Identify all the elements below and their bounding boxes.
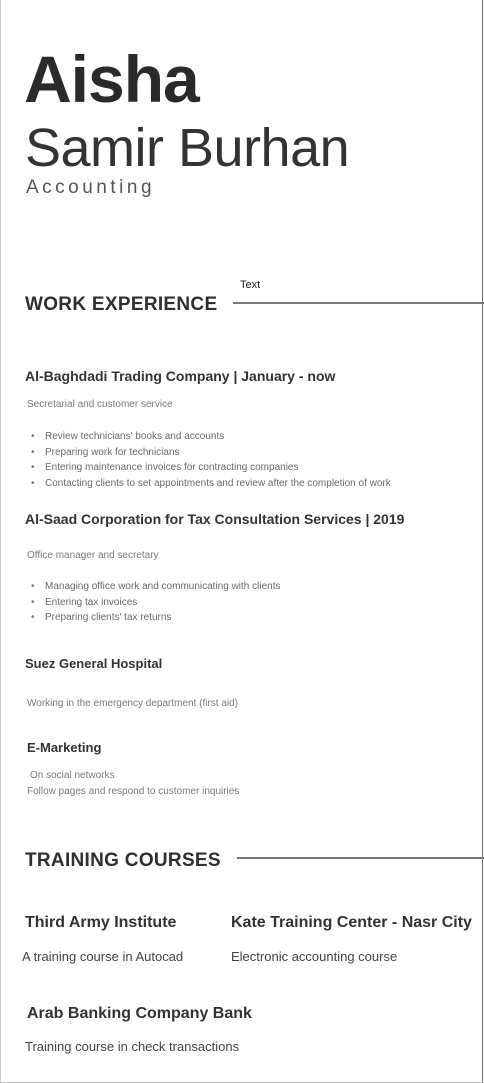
job-subtitle: Working in the emergency department (first aid)	[27, 698, 239, 709]
placeholder-text-box[interactable]: Text	[240, 279, 261, 291]
training-courses-rule	[237, 857, 484, 859]
course-description: Electronic accounting course	[231, 949, 398, 964]
bullet-item: • Entering tax invoices	[25, 595, 281, 611]
job-role: Accounting	[26, 177, 156, 198]
course-description: A training course in Autocad	[22, 949, 184, 964]
bullet-item: • Preparing clients' tax returns	[25, 610, 281, 626]
job-title: E-Marketing	[27, 740, 102, 755]
job-line: Follow pages and respond to customer inquiries	[27, 786, 240, 797]
bullet-item: • Review technicians' books and accounts	[25, 429, 391, 445]
work-experience-rule	[233, 302, 484, 304]
bullet-item: • Managing office work and communicating with clients	[25, 579, 281, 595]
job-line: On social networks	[30, 770, 115, 781]
job-bullets	[25, 579, 281, 626]
job-subtitle: Office manager and secretary	[27, 550, 159, 561]
last-name: Samir Burhan	[25, 118, 350, 178]
job-bullets	[25, 429, 391, 491]
page-left-edge	[0, 0, 1, 1083]
bullet-item: • Contacting clients to set appointments and review after the completion of work	[25, 476, 391, 492]
page-right-edge	[482, 0, 483, 1083]
bullet-item: • Entering maintenance invoices for contracting companies	[25, 460, 391, 476]
course-name: Kate Training Center - Nasr City	[231, 914, 472, 931]
first-name: Aisha	[24, 42, 199, 116]
job-title: Suez General Hospital	[25, 656, 163, 671]
job-subtitle: Secretarial and customer service	[27, 399, 173, 410]
training-courses-heading: TRAINING COURSES	[25, 850, 221, 871]
bullet-item: • Preparing work for technicians	[25, 445, 391, 461]
job-title: Al-Saad Corporation for Tax Consultation Services | 2019	[25, 511, 405, 527]
work-experience-heading: WORK EXPERIENCE	[25, 294, 218, 315]
course-name: Arab Banking Company Bank	[27, 1005, 252, 1022]
course-name: Third Army Institute	[25, 914, 177, 931]
job-title: Al-Baghdadi Trading Company | January - now	[25, 368, 336, 384]
course-description: Training course in check transactions	[25, 1039, 240, 1054]
